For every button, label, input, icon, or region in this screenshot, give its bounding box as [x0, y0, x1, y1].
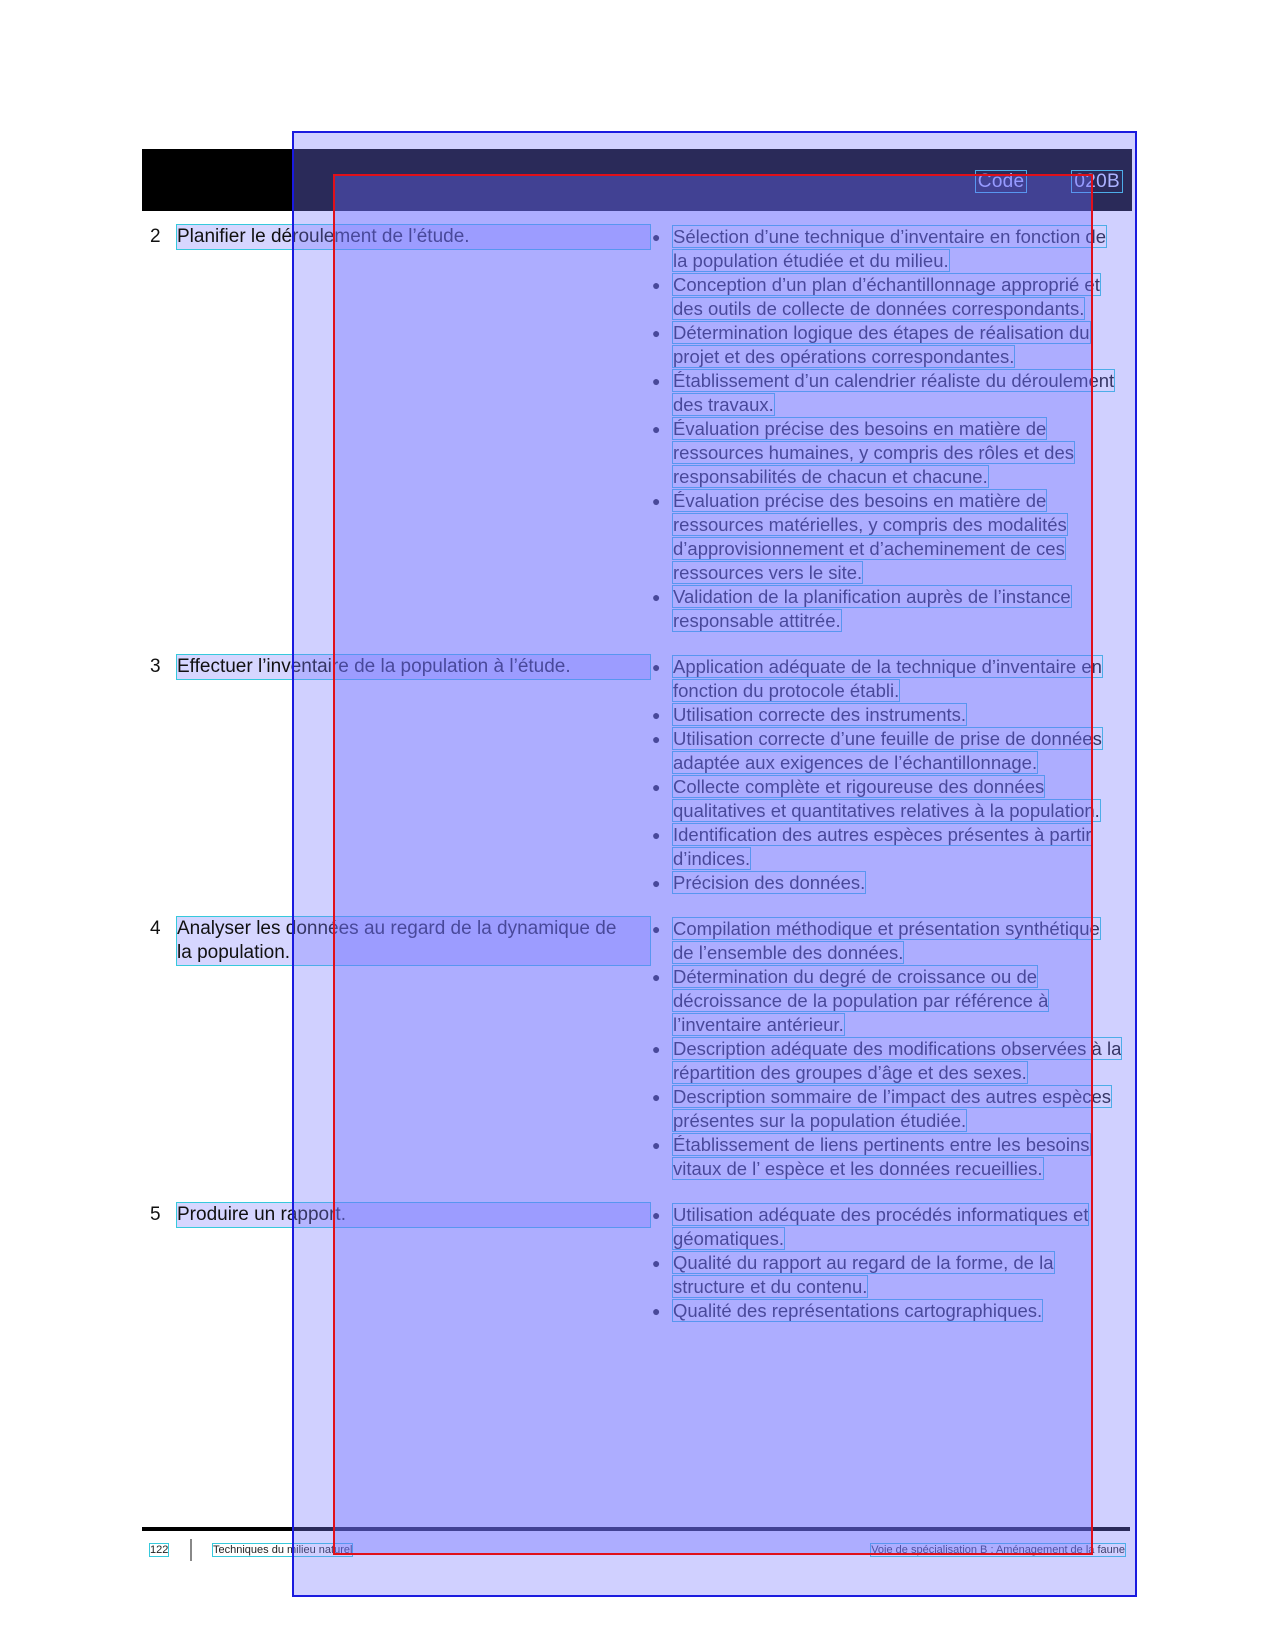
- criterion: ● Description sommaire de l’impact des autres espèces présentes sur la population étudiée.: [652, 1086, 1112, 1131]
- criterion: ● Compilation méthodique et présentation synthétique de l’ensemble des données.: [652, 918, 1100, 963]
- criterion: ● Qualité des représentations cartographiques.: [652, 1300, 1043, 1321]
- bullet-icon: ●: [652, 277, 661, 293]
- bullet-icon: ●: [652, 229, 661, 245]
- criterion: ● Description adéquate des modifications observées à la répartition des groupes d’âge et des sexes.: [652, 1038, 1122, 1083]
- step-number: 2: [150, 226, 161, 247]
- bullet-icon: ●: [652, 1137, 661, 1153]
- criterion: ● Collecte complète et rigoureuse des données qualitatives et quantitatives relatives à la population.: [652, 776, 1100, 821]
- book-title: Techniques du milieu naturel: [213, 1544, 353, 1556]
- bullet-icon: ●: [652, 921, 661, 937]
- criterion: ● Conception d’un plan d’échantillonnage approprié et des outils de collecte de données correspondants.: [652, 274, 1100, 319]
- criterion: ● Détermination du degré de croissance ou de décroissance de la population par référence à l’inventaire antérieur.: [652, 966, 1049, 1035]
- step-number: 3: [150, 656, 161, 677]
- bullet-icon: ●: [652, 659, 661, 675]
- step-title: Planifier le déroulement de l’étude.: [177, 225, 650, 249]
- bullet-icon: ●: [652, 969, 661, 985]
- bullet-icon: ●: [652, 589, 661, 605]
- bullet-icon: ●: [652, 731, 661, 747]
- bullet-icon: ●: [652, 373, 661, 389]
- criterion: ● Détermination logique des étapes de réalisation du projet et des opérations correspondantes.: [652, 322, 1090, 367]
- criterion: ● Évaluation précise des besoins en matière de ressources humaines, y compris des rôles et des responsabilités de chacun et chacune.: [652, 418, 1075, 487]
- criterion: ● Sélection d’une technique d’inventaire en fonction de la population étudiée et du milieu.: [652, 226, 1107, 271]
- footer-separator: [190, 1539, 192, 1561]
- bullet-icon: ●: [652, 493, 661, 509]
- criterion: ● Identification des autres espèces présentes à partir d’indices.: [652, 824, 1092, 869]
- criterion: ● Établissement d’un calendrier réaliste du déroulement des travaux.: [652, 370, 1115, 415]
- step-title: Produire un rapport.: [177, 1203, 650, 1227]
- criterion: ● Précision des données.: [652, 872, 866, 893]
- criterion: ● Validation de la planification auprès de l’instance responsable attitrée.: [652, 586, 1071, 631]
- bullet-icon: ●: [652, 875, 661, 891]
- criterion: ● Établissement de liens pertinents entre les besoins vitaux de l’ espèce et les données recueillies.: [652, 1134, 1090, 1179]
- selection-overlay-inner: [333, 174, 1093, 1555]
- step-number: 4: [150, 918, 161, 939]
- bullet-icon: ●: [652, 1041, 661, 1057]
- bullet-icon: ●: [652, 421, 661, 437]
- step-title: Effectuer l’inventaire de la population à l’étude.: [177, 655, 650, 679]
- criterion: ● Utilisation correcte des instruments.: [652, 704, 967, 725]
- code-value: 020B: [1074, 171, 1120, 192]
- criterion: ● Qualité du rapport au regard de la forme, de la structure et du contenu.: [652, 1252, 1054, 1297]
- bullet-icon: ●: [652, 779, 661, 795]
- page-number: 122: [150, 1544, 169, 1556]
- step-number: 5: [150, 1204, 161, 1225]
- bullet-icon: ●: [652, 1089, 661, 1105]
- bullet-icon: ●: [652, 1255, 661, 1271]
- step-title: Analyser les données au regard de la dynamique de la population.: [177, 917, 650, 965]
- bullet-icon: ●: [652, 1303, 661, 1319]
- criterion: ● Utilisation adéquate des procédés informatiques et géomatiques.: [652, 1204, 1089, 1249]
- bullet-icon: ●: [652, 707, 661, 723]
- criterion: ● Application adéquate de la technique d’inventaire en fonction du protocole établi.: [652, 656, 1102, 701]
- specialization-track: Voie de spécialisation B : Aménagement de la faune: [871, 1544, 1125, 1556]
- code-label: Code: [977, 171, 1025, 192]
- criterion: ● Évaluation précise des besoins en matière de ressources matérielles, y compris des modalités d’approvisionnement et d’acheminement de ces ressources vers le site.: [652, 490, 1067, 583]
- criterion: ● Utilisation correcte d’une feuille de prise de données adaptée aux exigences de l’échantillonnage.: [652, 728, 1102, 773]
- bullet-icon: ●: [652, 325, 661, 341]
- bullet-icon: ●: [652, 827, 661, 843]
- bullet-icon: ●: [652, 1207, 661, 1223]
